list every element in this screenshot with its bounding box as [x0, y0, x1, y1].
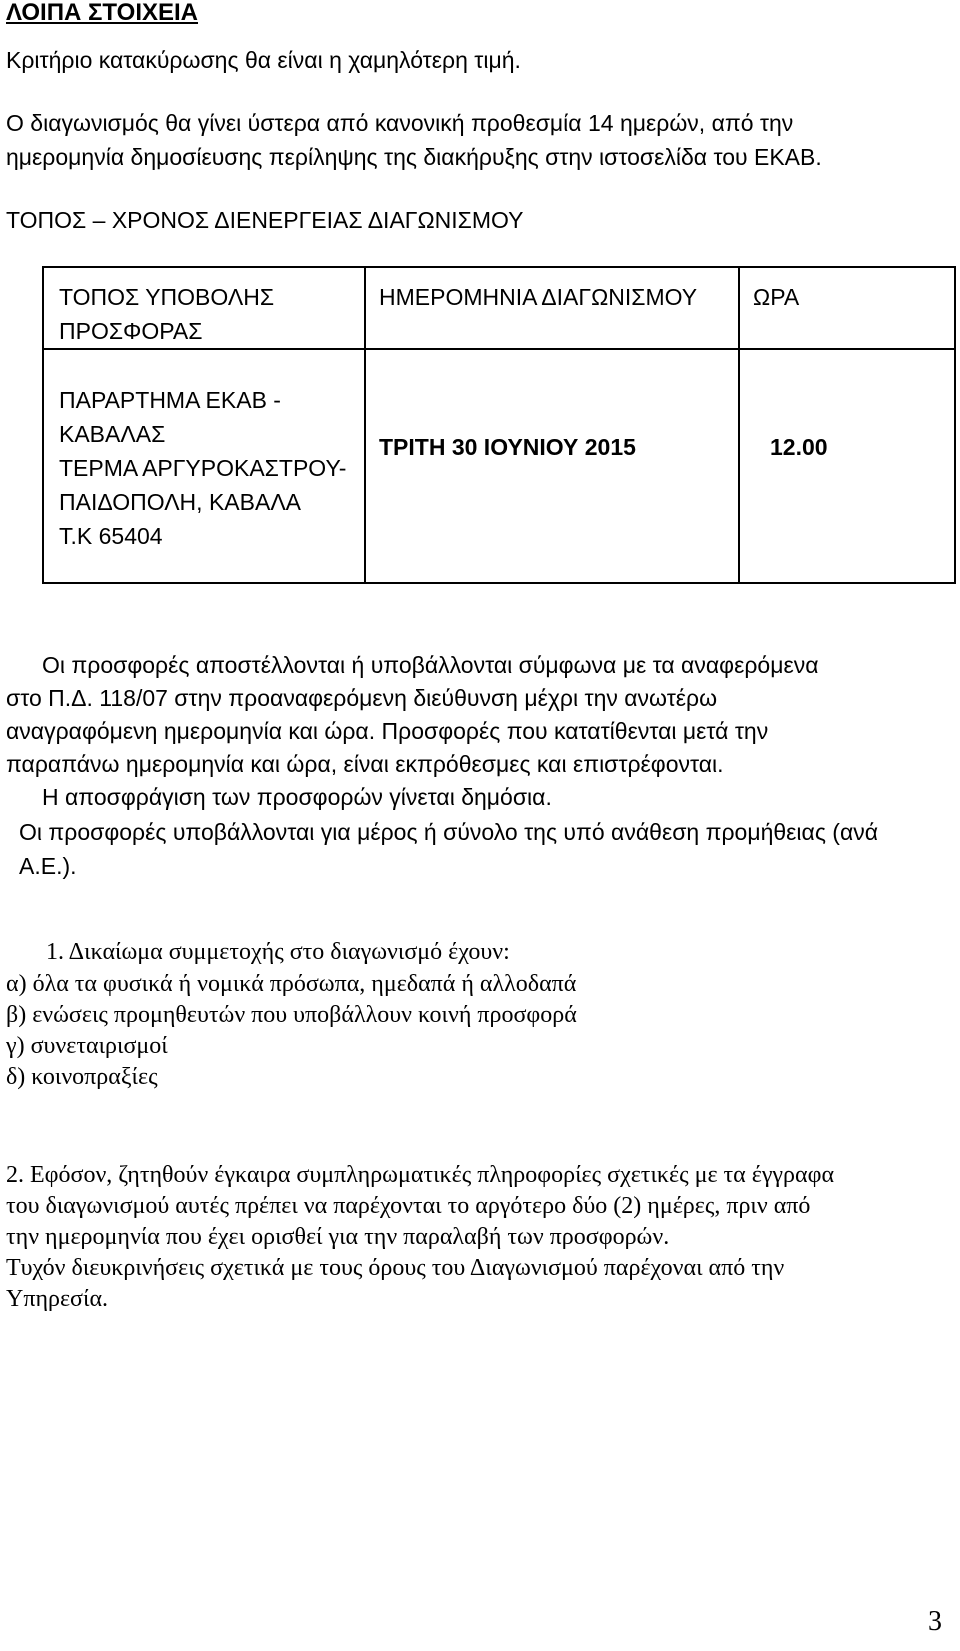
submission-text-line2: στο Π.Δ. 118/07 στην προαναφερόμενη διεύθυνση μέχρι την ανωτέρω — [6, 685, 718, 711]
participation-item-b: β) ενώσεις προμηθευτών που υποβάλλουν κοινή προσφορά — [6, 1002, 577, 1028]
cell-place — [43, 349, 365, 583]
submission-text-line1: Οι προσφορές αποστέλλονται ή υποβάλλονται σύμφωνα με τα αναφερόμενα — [42, 652, 819, 678]
venue-table-row — [43, 349, 955, 583]
cell-time: 12.00 — [739, 349, 955, 583]
header-time: ΩΡΑ — [739, 267, 955, 349]
venue-table-header-row — [43, 267, 955, 349]
info-request-text-line2: του διαγωνισμού αυτές πρέπει να παρέχονται το αργότερο δύο (2) ημέρες, πριν από — [6, 1193, 811, 1219]
place-line: ΤΕΡΜΑ ΑΡΓΥΡΟΚΑΣΤΡΟΥ- — [59, 455, 347, 481]
clarifications-text-line2: Υπηρεσία. — [6, 1286, 109, 1312]
participation-rights-title: 1. Δικαίωμα συμμετοχής στο διαγωνισμό έχουν: — [46, 939, 510, 965]
deadline-text-line2: ημερομηνία δημοσίευσης περίληψης της διακήρυξης στην ιστοσελίδα του ΕΚΑΒ. — [6, 144, 822, 170]
venue-table — [42, 266, 956, 584]
place-line: Τ.Κ 65404 — [59, 523, 163, 549]
place-line: ΠΑΙΔΟΠΟΛΗ, ΚΑΒΑΛΑ — [59, 489, 302, 515]
participation-item-c: γ) συνεταιρισμοί — [6, 1033, 168, 1059]
info-request-text-line3: την ημερομηνία που έχει ορισθεί για την παραλαβή των προσφορών. — [6, 1224, 670, 1250]
participation-item-d: δ) κοινοπραξίες — [6, 1064, 158, 1090]
partial-offers-text-line2: Α.Ε.). — [19, 853, 77, 879]
header-date: ΗΜΕΡΟΜΗΝΙΑ ΔΙΑΓΩΝΙΣΜΟΥ — [365, 267, 739, 349]
submission-text-line4: παραπάνω ημερομηνία και ώρα, είναι εκπρόθεσμες και επιστρέφονται. — [6, 751, 724, 777]
header-place — [43, 267, 365, 349]
deadline-text-line1: Ο διαγωνισμός θα γίνει ύστερα από κανονική προθεσμία 14 ημερών, από την — [6, 110, 794, 136]
partial-offers-text-line1: Οι προσφορές υποβάλλονται για μέρος ή σύνολο της υπό ανάθεση προμήθειας (ανά — [19, 819, 879, 845]
participation-item-a: α) όλα τα φυσικά ή νομικά πρόσωπα, ημεδαπά ή αλλοδαπά — [6, 971, 577, 997]
award-criterion-text: Κριτήριο κατακύρωσης θα είναι η χαμηλότερη τιμή. — [6, 47, 521, 73]
header-place-line1: ΤΟΠΟΣ ΥΠΟΒΟΛΗΣ — [59, 284, 275, 310]
section-heading: ΛΟΙΠΑ ΣΤΟΙΧΕΙΑ — [6, 0, 199, 26]
opening-public-text: Η αποσφράγιση των προσφορών γίνεται δημόσια. — [42, 784, 552, 810]
clarifications-text-line1: Τυχόν διευκρινήσεις σχετικά με τους όρους του Διαγωνισμού παρέχοναι από την — [6, 1255, 785, 1281]
place-line: ΠΑΡΑΡΤΗΜΑ ΕΚΑΒ - — [59, 387, 281, 413]
venue-section-title: ΤΟΠΟΣ – ΧΡΟΝΟΣ ΔΙΕΝΕΡΓΕΙΑΣ ΔΙΑΓΩΝΙΣΜΟΥ — [6, 207, 524, 233]
header-place-line2: ΠΡΟΣΦΟΡΑΣ — [59, 318, 203, 344]
page-number: 3 — [928, 1606, 942, 1637]
cell-date: ΤΡΙΤΗ 30 ΙΟΥΝΙΟΥ 2015 — [365, 349, 739, 583]
place-line: ΚΑΒΑΛΑΣ — [59, 421, 166, 447]
submission-text-line3: αναγραφόμενη ημερομηνία και ώρα. Προσφορές που κατατίθενται μετά την — [6, 718, 769, 744]
info-request-text-line1: 2. Εφόσον, ζητηθούν έγκαιρα συμπληρωματικές πληροφορίες σχετικές με τα έγγραφα — [6, 1162, 835, 1188]
